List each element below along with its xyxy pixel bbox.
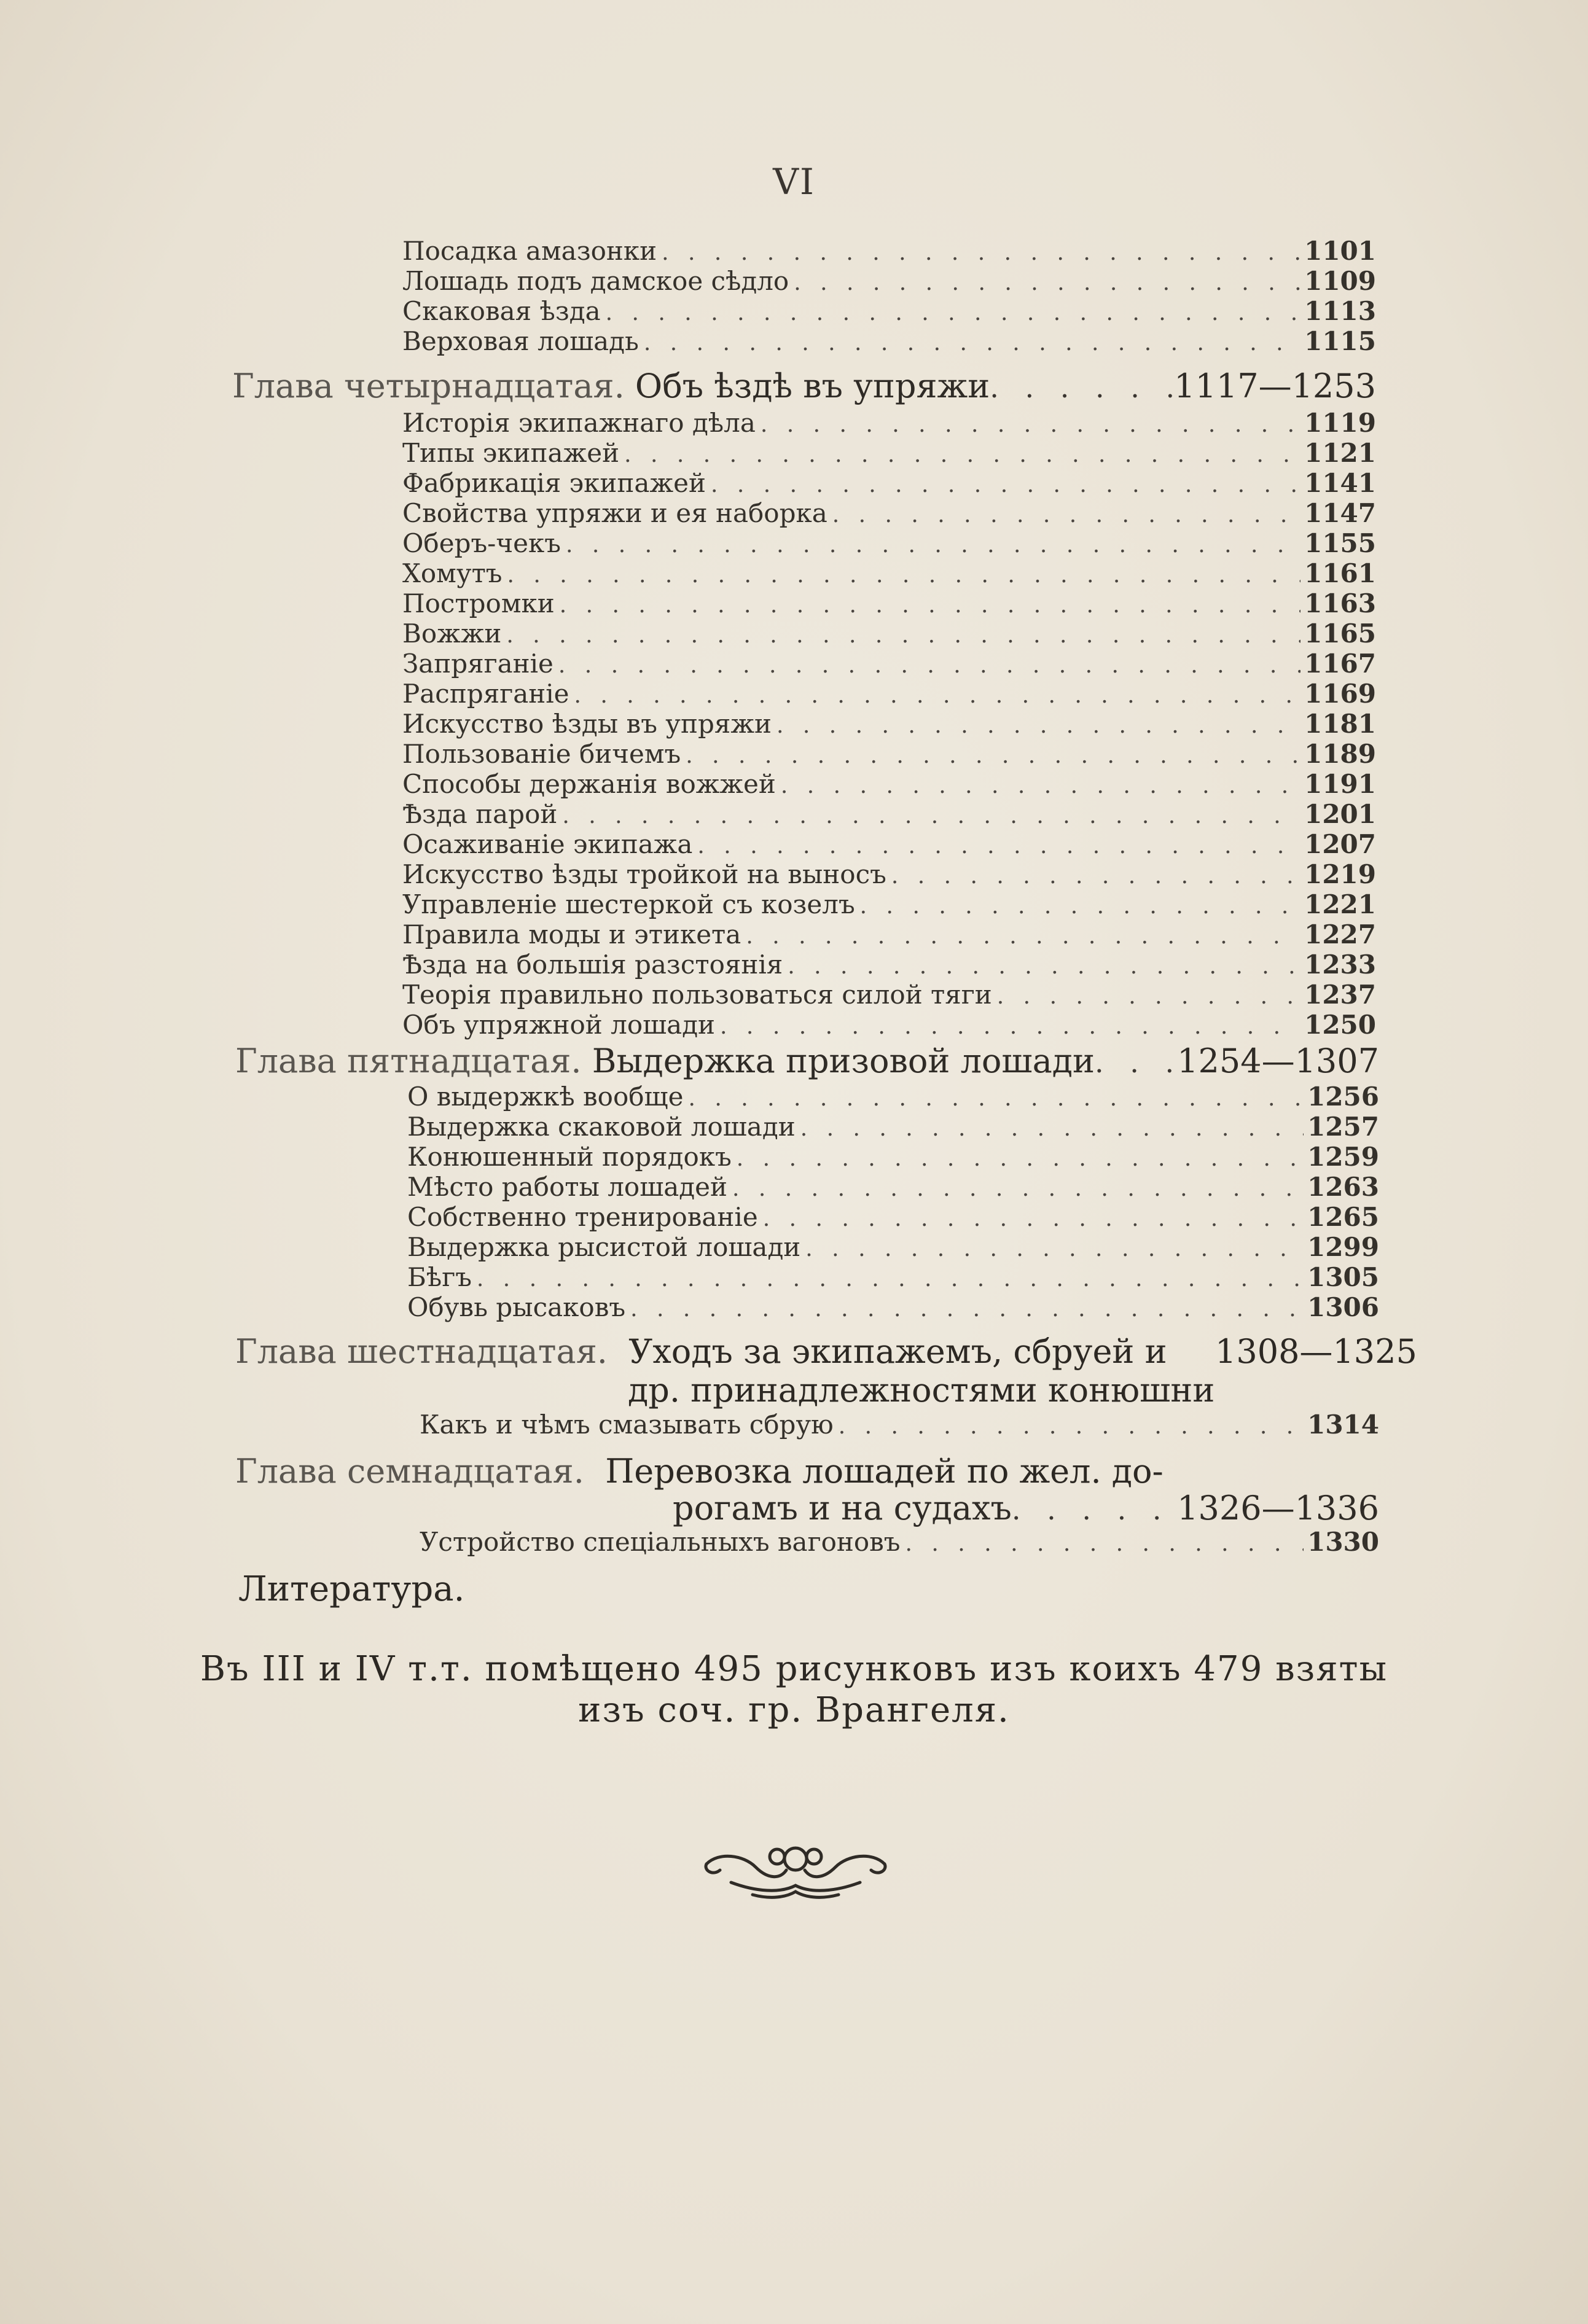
toc-entry: Правила моды и этикета . . . 1227 <box>402 920 1376 949</box>
toc-entry: Управленіе шестеркой съ козелъ . . . 1221 <box>402 890 1376 919</box>
toc-entry: Хомутъ . . . 1161 <box>402 559 1376 588</box>
toc-entry: Свойства упряжи и ея наборка . . . 1147 <box>402 499 1376 528</box>
toc-entry: Собственно тренированіе . . . 1265 <box>407 1203 1379 1232</box>
toc-entry: Искусство ѣзды тройкой на выносъ . . . 1219 <box>402 860 1376 889</box>
toc-entry: Выдержка скаковой лошади . . . 1257 <box>407 1112 1379 1142</box>
toc-entry: Выдержка рысистой лошади . . . 1299 <box>407 1233 1379 1262</box>
toc-entry: О выдержкѣ вообще . . . 1256 <box>407 1082 1379 1112</box>
toc-entry: Мѣсто работы лошадей . . . 1263 <box>407 1172 1379 1202</box>
toc-entry: Исторія экипажнаго дѣла . . . 1119 <box>402 408 1376 438</box>
illustrations-note-line2: изъ соч. гр. Врангеля. <box>578 1690 1010 1730</box>
chapter-17-heading: Глава семнадцатая. Перевозка лошадей по жел. до- <box>235 1452 1164 1491</box>
toc-entry: Оберъ-чекъ . . . 1155 <box>402 529 1376 558</box>
toc-entry: Конюшенный порядокъ . . . 1259 <box>407 1142 1379 1172</box>
toc-entry: Бѣгъ . . . 1305 <box>407 1263 1379 1292</box>
ornament-icon <box>694 1833 897 1903</box>
toc-entry: Какъ и чѣмъ смазывать сбрую . . . 1314 <box>420 1410 1379 1440</box>
toc-entry: Искусство ѣзды въ упряжи . . . 1181 <box>402 709 1376 739</box>
toc-entry: Теорія правильно пользоваться силой тяги . . . 1237 <box>402 980 1376 1010</box>
page-number: VI <box>773 161 815 203</box>
toc-entry: Осаживаніе экипажа . . . 1207 <box>402 830 1376 859</box>
toc-entry: Постромки . . . 1163 <box>402 589 1376 618</box>
toc-entry: Объ упряжной лошади . . . 1250 <box>402 1010 1376 1040</box>
chapter-16-heading: Глава шестнадцатая. Уходъ за экипажемъ, сбруей и <box>235 1332 1167 1371</box>
toc-entry: Ѣзда парой . . . 1201 <box>402 800 1376 829</box>
toc-entry: Лошадь подъ дамское сѣдло . . . 1109 <box>402 267 1376 296</box>
toc-entry: Ѣзда на большія разстоянія . . . 1233 <box>402 950 1376 980</box>
toc-entry: Типы экипажей . . . 1121 <box>402 439 1376 468</box>
toc-entry: Устройство спеціальныхъ вагоновъ . . . 1330 <box>420 1527 1379 1557</box>
chapter-15-heading: Глава пятнадцатая. Выдержка призовой лошади . . . 1254—1307 <box>235 1042 1379 1082</box>
chapter-16-range: 1308—1325 <box>1215 1332 1417 1371</box>
toc-entry: Посадка амазонки . . . 1101 <box>402 236 1376 266</box>
toc-entry: Способы держанія вожжей . . . 1191 <box>402 770 1376 799</box>
toc-entry: Верховая лошадь . . . 1115 <box>402 327 1376 356</box>
chapter-17-heading-line2: рогамъ и на судахъ . . . 1326—1336 <box>673 1489 1379 1529</box>
toc-entry: Обувь рысаковъ . . . 1306 <box>407 1293 1379 1322</box>
toc-entry: Пользованіе бичемъ . . . 1189 <box>402 739 1376 769</box>
toc-entry: Запряганіе . . . 1167 <box>402 649 1376 679</box>
illustrations-note-line1: Въ III и IV т.т. помѣщено 495 рисунковъ изъ коихъ 479 взяты <box>200 1649 1388 1689</box>
toc-entry: Вожжи . . . 1165 <box>402 619 1376 649</box>
chapter-16-heading-line2: др. принадлежностями конюшни <box>628 1371 1215 1410</box>
toc-entry: Фабрикація экипажей . . . 1141 <box>402 469 1376 498</box>
literature-heading: Литература. <box>238 1569 465 1609</box>
chapter-14-heading: Глава четырнадцатая. Объ ѣздѣ въ упряжи . . . 1117—1253 <box>232 367 1376 407</box>
toc-entry: Скаковая ѣзда . . . 1113 <box>402 297 1376 326</box>
toc-entry: Распряганіе . . . 1169 <box>402 679 1376 709</box>
